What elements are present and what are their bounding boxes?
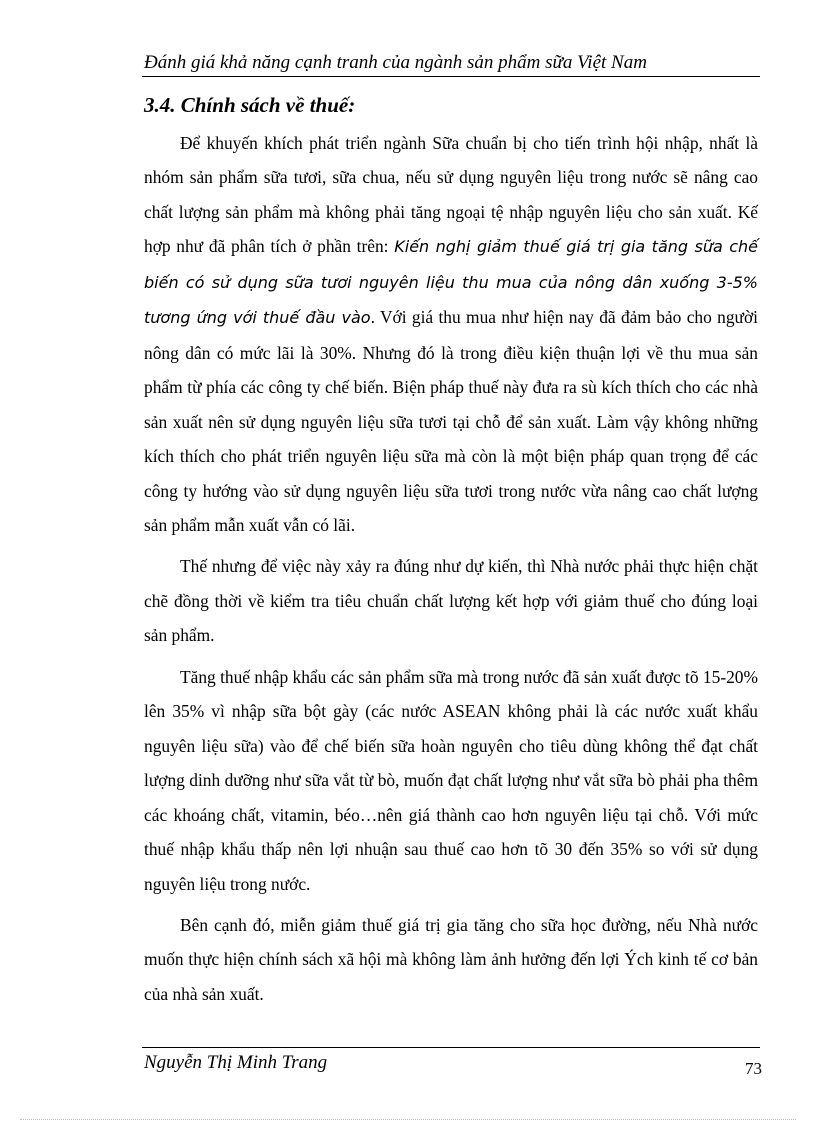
paragraph-4: Bên cạnh đó, miễn giảm thuế giá trị gia tăng cho sữa học đường, nếu Nhà nước muốn thực hiện chính sách xã hội mà không làm ảnh hưởng đến lợi Ých kinh tế cơ bản của nhà sản xuất.	[144, 914, 758, 1004]
page-number: 73	[745, 1059, 762, 1078]
footer-divider	[142, 1047, 760, 1048]
paragraph-1	[144, 126, 758, 542]
document-body	[144, 126, 758, 1018]
paragraph-3: Tăng thuế nhập khẩu các sản phẩm sữa mà trong nước đã sản xuất được tõ 15-20% lên 35% vì nhập sữa bột gày (các nước ASEAN không phải là các nước xuất khẩu nguyên liệu sữa) vào để chế biến sữa hoàn nguyên cho tiêu dùng không thể đạt chất lượng dinh dưỡng như sữa vắt từ bò, muốn đạt chất lượng như vắt sữa bò phải pha thêm các khoáng chất, vitamin, béo…nên giá thành cao hơn nguyên liệu tại chỗ. Với mức thuế nhập khẩu thấp nên lợi nhuận sau thuế cao hơn tõ 30 đến 35% so với sử dụng nguyên liệu trong nước.	[144, 666, 758, 894]
paragraph-2: Thế nhưng để việc này xảy ra đúng như dự kiến, thì Nhà nước phải thực hiện chặt chẽ đồng thời về kiểm tra tiêu chuẩn chất lượng kết hợp với giảm thuế cho đúng loại sản phẩm.	[144, 556, 758, 646]
paragraph-1-emphasis: Kiến nghị giảm thuế giá trị gia tăng sữa chế biến có sử dụng sữa tươi nguyên liệu thu mua của nông dân xuống 3-5% tương ứng với thuế đầu vào	[144, 237, 758, 328]
running-header: Đánh giá khả năng cạnh tranh của ngành sản phẩm sữa Việt Nam	[144, 52, 647, 73]
header-divider	[142, 76, 760, 77]
section-title: 3.4. Chính sách về thuế:	[144, 93, 356, 117]
paragraph-1-text: Để khuyến khích phát triển ngành Sữa chuẩn bị cho tiến trình hội nhập, nhất là nhóm sản phẩm sữa tươi, sữa chua, nếu sử dụng nguyên liệu trong nước sẽ nâng cao chất lượng sản phẩm mà không phải tăng ngoại tệ nhập nguyên liệu cho sản xuất. Kế hợp như đã phân tích ở phần trên:	[144, 133, 758, 257]
page-edge-divider	[20, 1119, 796, 1120]
paragraph-1-continuation: . Với giá thu mua như hiện nay đã đảm bảo cho người nông dân có mức lãi là 30%. Nhưng đó là trong điều kiện thuận lợi về thu mua sản phẩm từ phía các công ty chế biến. Biện pháp thuế này đưa ra sù kích thích cho các nhà sản xuất nên sử dụng nguyên liệu sữa tươi tại chỗ để sản xuất. Làm vậy không những kích thích cho phát triển nguyên liệu sữa mà còn là một biện pháp quan trọng để các công ty hướng vào sử dụng nguyên liệu sữa tươi trong nước vừa nâng cao chất lượng sản phẩm mẫn xuất vẫn có lãi.	[144, 307, 758, 535]
footer-author: Nguyễn Thị Minh Trang	[144, 1052, 328, 1073]
